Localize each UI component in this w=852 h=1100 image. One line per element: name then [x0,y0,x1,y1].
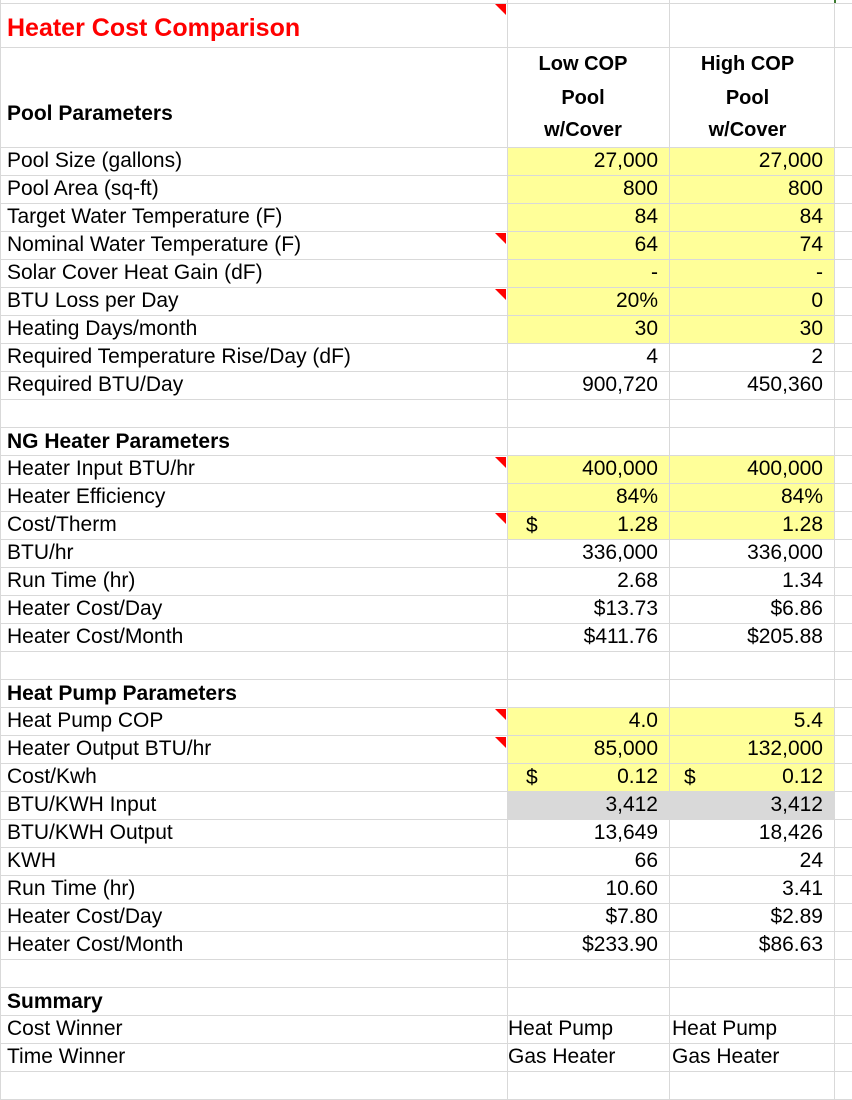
value-cell[interactable]: 1.34 [782,569,823,592]
value-cell[interactable]: $205.88 [747,625,823,648]
row-label[interactable]: BTU/KWH Output [7,821,173,844]
comment-indicator[interactable] [495,457,506,468]
row-label[interactable]: Heater Input BTU/hr [7,457,195,480]
section-heading[interactable]: Heat Pump Parameters [7,682,237,705]
value-cell[interactable]: $233.90 [582,933,658,956]
column-header-line[interactable]: High COP [700,53,795,75]
sheet-title[interactable]: Heater Cost Comparison [7,14,301,42]
column-header-line[interactable]: Low COP [538,53,628,75]
value-cell[interactable]: 800 [622,177,658,200]
row-label[interactable]: Heater Cost/Month [7,625,184,648]
column-header-line[interactable]: w/Cover [544,119,622,141]
value-cell[interactable]: 1.28 [617,513,658,536]
row-label[interactable]: Heater Efficiency [7,485,166,508]
comment-indicator[interactable] [495,709,506,720]
value-cell[interactable]: 5.4 [793,709,823,732]
value-cell[interactable]: 2.68 [617,569,658,592]
column-header-line[interactable]: Pool [561,87,605,109]
row-label[interactable]: Cost/Therm [7,513,117,536]
grid-line [0,3,852,4]
value-cell[interactable]: Gas Heater [508,1045,616,1068]
row-label[interactable]: Heater Output BTU/hr [7,737,212,760]
value-cell[interactable]: 450,360 [747,373,823,396]
value-cell[interactable]: 2 [811,345,823,368]
value-cell[interactable]: 13,649 [593,821,658,844]
value-cell[interactable]: Gas Heater [672,1045,780,1068]
value-cell[interactable]: $13.73 [593,597,658,620]
comment-indicator[interactable] [495,233,506,244]
value-cell[interactable]: 336,000 [582,541,658,564]
value-cell[interactable]: 74 [799,233,823,256]
value-cell[interactable]: 30 [634,317,658,340]
grid-line [0,651,852,652]
value-cell[interactable]: 10.60 [605,877,658,900]
value-cell[interactable]: 4 [646,345,658,368]
row-label[interactable]: Heater Cost/Day [7,597,163,620]
value-cell[interactable]: 132,000 [747,737,823,760]
row-label[interactable]: BTU/KWH Input [7,793,157,816]
row-label[interactable]: Nominal Water Temperature (F) [7,233,302,256]
grid-line [0,0,1,1100]
grid-line [0,1071,852,1072]
value-cell[interactable]: 0.12 [782,765,823,788]
row-label[interactable]: BTU Loss per Day [7,289,179,312]
value-cell[interactable]: 18,426 [758,821,823,844]
value-cell[interactable]: 3,412 [605,793,658,816]
column-header-line[interactable]: w/Cover [708,119,787,141]
value-cell[interactable]: 66 [634,849,658,872]
value-cell[interactable]: 27,000 [758,149,823,172]
row-label[interactable]: Solar Cover Heat Gain (dF) [7,261,263,284]
value-cell[interactable]: 24 [799,849,823,872]
row-label[interactable]: KWH [7,849,56,872]
comment-indicator[interactable] [495,513,506,524]
grid-line [0,399,852,400]
grid-line [834,0,835,1100]
value-cell[interactable]: $6.86 [770,597,823,620]
row-label[interactable]: Required Temperature Rise/Day (dF) [7,345,351,368]
comment-indicator[interactable] [495,289,506,300]
row-label[interactable]: Heater Cost/Month [7,933,184,956]
value-cell[interactable]: $411.76 [583,625,658,648]
value-cell[interactable]: $86.63 [758,933,823,956]
row-label[interactable]: Time Winner [7,1045,126,1068]
value-cell[interactable]: 800 [787,177,823,200]
row-label[interactable]: BTU/hr [7,541,74,564]
comment-indicator[interactable] [495,4,506,15]
value-cell[interactable]: 27,000 [593,149,658,172]
row-label[interactable]: Heat Pump COP [7,709,164,732]
currency-symbol: $ [684,766,696,789]
value-cell[interactable]: 0 [811,289,823,312]
row-label[interactable]: Heater Cost/Day [7,905,163,928]
value-cell[interactable]: $2.89 [770,905,823,928]
value-cell[interactable]: 84 [799,205,823,228]
row-label[interactable]: Cost Winner [7,1017,123,1040]
value-cell[interactable]: 4.0 [628,709,658,732]
row-label[interactable]: Required BTU/Day [7,373,184,396]
row-label[interactable]: Cost/Kwh [7,765,97,788]
row-label[interactable]: Pool Size (gallons) [7,149,183,172]
currency-symbol: $ [526,766,538,789]
value-cell[interactable]: Heat Pump [508,1017,614,1040]
value-cell[interactable]: 84 [634,205,658,228]
value-cell[interactable]: 20% [615,289,658,312]
value-cell[interactable]: 1.28 [782,513,823,536]
value-cell[interactable]: 3.41 [782,877,823,900]
row-label[interactable]: Heating Days/month [7,317,198,340]
row-label[interactable]: Run Time (hr) [7,877,136,900]
grid-line [0,987,852,988]
value-cell[interactable]: $7.80 [605,905,658,928]
value-cell[interactable]: 64 [634,233,658,256]
value-cell[interactable]: 84% [780,485,823,508]
row-label[interactable]: Target Water Temperature (F) [7,205,283,228]
value-cell[interactable]: 900,720 [582,373,658,396]
section-heading[interactable]: NG Heater Parameters [7,430,230,453]
value-cell[interactable]: - [651,261,658,284]
value-cell[interactable]: 0.12 [617,765,658,788]
value-cell[interactable]: - [816,261,823,284]
value-cell[interactable]: Heat Pump [672,1017,778,1040]
value-cell[interactable]: 336,000 [747,541,823,564]
currency-symbol: $ [526,514,538,537]
value-cell[interactable]: 30 [799,317,823,340]
value-cell[interactable]: 3,412 [770,793,823,816]
row-label[interactable]: Pool Area (sq-ft) [7,177,159,200]
grid-line [0,959,852,960]
value-cell[interactable]: 400,000 [582,457,658,480]
grid-line [0,47,852,48]
value-cell[interactable]: 400,000 [747,457,823,480]
value-cell[interactable]: 85,000 [593,737,658,760]
value-cell[interactable]: 84% [615,485,658,508]
comment-indicator[interactable] [495,737,506,748]
row-label[interactable]: Run Time (hr) [7,569,136,592]
section-heading[interactable]: Summary [7,990,103,1013]
section-heading[interactable]: Pool Parameters [7,102,173,125]
column-header-line[interactable]: Pool [725,87,770,109]
